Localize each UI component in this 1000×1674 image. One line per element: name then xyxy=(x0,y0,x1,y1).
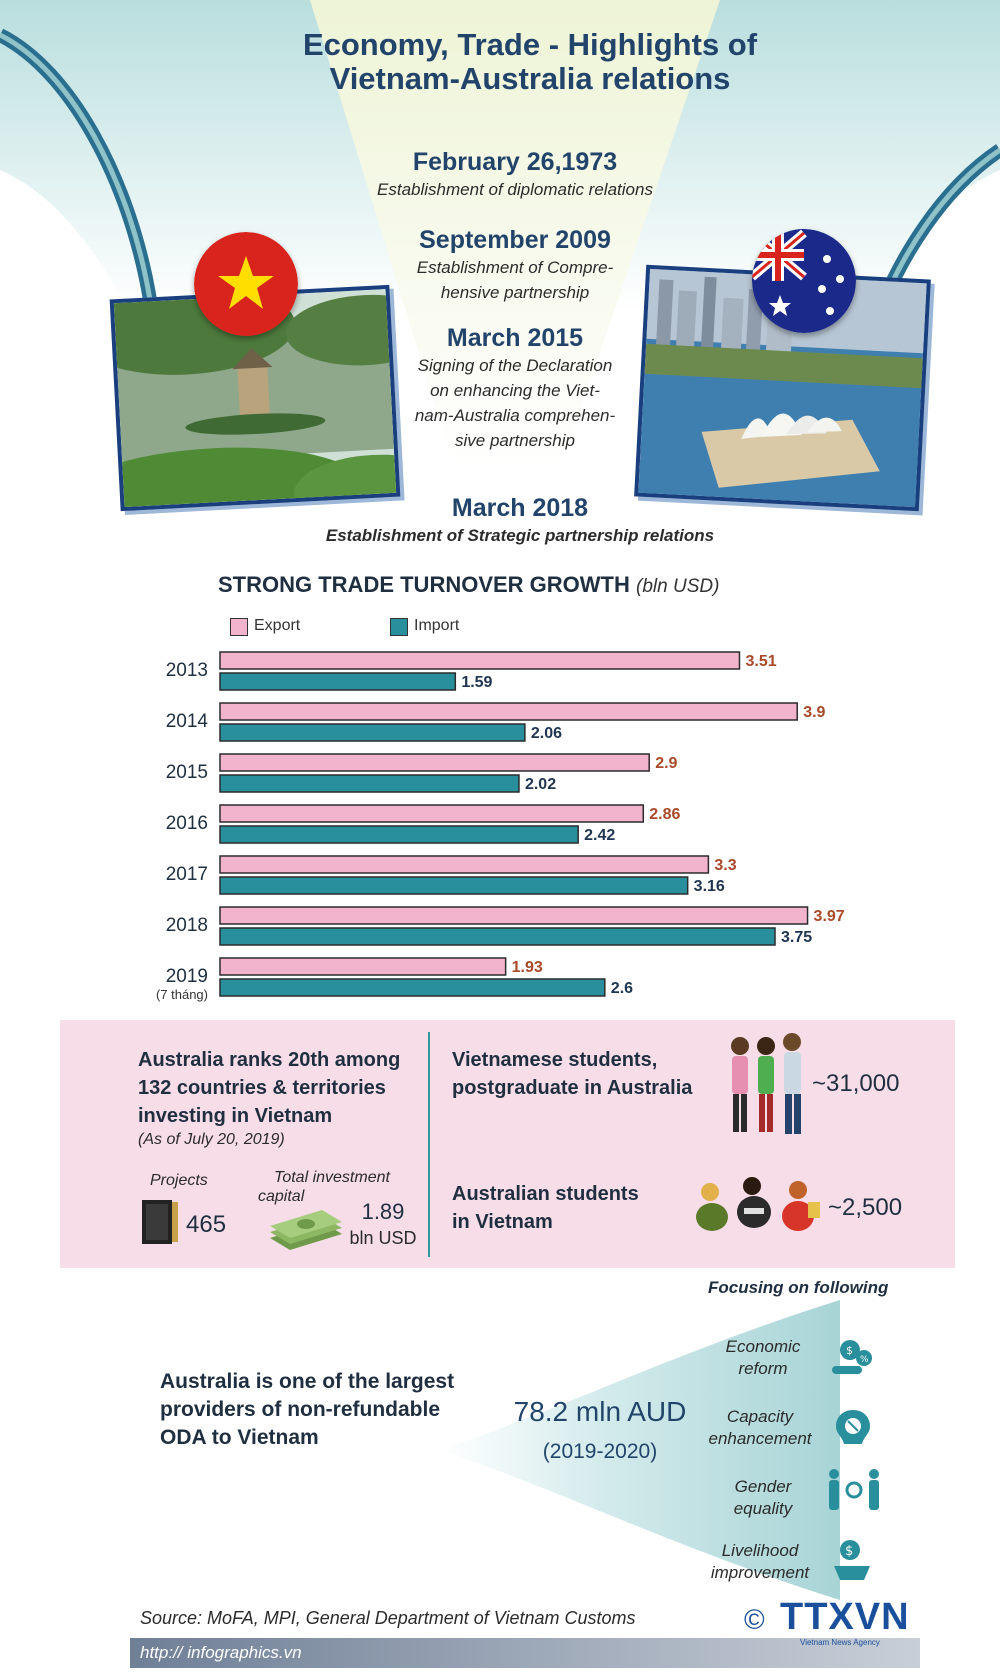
vn-students-label: Vietnamese students, postgraduate in Australia xyxy=(452,1049,693,1099)
economic-reform-icon xyxy=(828,1336,878,1386)
capital-label: Total investment capital xyxy=(258,1169,390,1205)
capital-value: 1.89 xyxy=(361,1199,405,1224)
category-label: 2015 xyxy=(165,762,208,783)
chart-title: STRONG TRADE TURNOVER GROWTH (bln USD) xyxy=(218,572,720,597)
export-value-label: 3.51 xyxy=(745,653,777,670)
copyright-icon: © xyxy=(744,1604,765,1635)
projects-icon xyxy=(140,1196,180,1248)
footer-url[interactable]: http:// infographics.vn xyxy=(140,1643,302,1662)
gender-equality-icon xyxy=(824,1466,884,1516)
oda-years: (2019-2020) xyxy=(542,1440,658,1463)
capital-unit: bln USD xyxy=(349,1228,417,1248)
export-value-label: 2.9 xyxy=(655,755,678,772)
timeline-item-2015: March 2015 Signing of the Declaration on enhancing the Viet- nam-Australia comprehen- sive partnership xyxy=(395,324,635,453)
category-label: 2017 xyxy=(165,864,208,885)
legend-import-label: Import xyxy=(414,617,460,634)
import-bar xyxy=(220,673,455,690)
chart-unit: (bln USD) xyxy=(636,576,720,597)
legend-export-label: Export xyxy=(254,617,301,634)
import-bar xyxy=(220,928,775,945)
page-title: Economy, Trade - Highlights of Vietnam-Australia relations xyxy=(302,27,758,96)
import-bar xyxy=(220,877,688,894)
export-bar xyxy=(220,856,708,873)
focus-capacity-enhancement: Capacity enhancement xyxy=(708,1407,812,1448)
source-text: Source: MoFA, MPI, General Department of Vietnam Customs xyxy=(140,1608,636,1628)
category-label: 2018 xyxy=(165,915,208,936)
vn-students-icon xyxy=(722,1032,812,1136)
export-bar xyxy=(220,652,739,669)
export-bar xyxy=(220,958,506,975)
timeline-date: February 26,1973 xyxy=(412,148,618,176)
money-icon xyxy=(266,1208,346,1252)
investment-rank-text: Australia ranks 20th among 132 countries & territories investing in Vietnam xyxy=(138,1049,401,1127)
export-value-label: 3.3 xyxy=(714,857,737,874)
import-value-label: 2.02 xyxy=(524,776,557,793)
timeline-date: March 2018 xyxy=(451,494,589,522)
vietnam-flag-icon xyxy=(194,232,298,336)
category-label: 2013 xyxy=(165,660,208,681)
investment-as-of: (As of July 20, 2019) xyxy=(138,1131,285,1148)
export-bar xyxy=(220,907,808,924)
category-label: 2016 xyxy=(165,813,208,834)
oda-amount: 78.2 mln AUD xyxy=(513,1396,687,1427)
projects-label: Projects xyxy=(150,1172,208,1189)
import-value-label: 3.16 xyxy=(693,878,725,895)
focus-title: Focusing on following xyxy=(708,1278,889,1297)
import-value-label: 2.6 xyxy=(610,980,634,997)
legend-export-swatch xyxy=(230,618,248,636)
svg-text:$: $ xyxy=(845,1544,854,1559)
export-value-label: 2.86 xyxy=(649,806,681,823)
svg-text:%: % xyxy=(860,1355,869,1365)
category-label: 2019 xyxy=(165,966,208,987)
timeline-item-2018: March 2018 Establishment of Strategic partnership relations xyxy=(280,494,760,548)
focus-gender-equality: Gender equality xyxy=(733,1477,793,1518)
timeline-date: March 2015 xyxy=(446,324,584,352)
timeline-item-1973 xyxy=(330,148,700,202)
category-note: (7 tháng) xyxy=(155,987,208,1002)
import-value-label: 3.75 xyxy=(781,929,813,946)
focus-livelihood-improvement: Livelihood improvement xyxy=(710,1541,810,1582)
import-bar xyxy=(220,826,578,843)
au-students-icon xyxy=(690,1172,825,1240)
au-students-label: Australian students in Vietnam xyxy=(452,1183,639,1233)
timeline-desc: Establishment of diplomatic relations xyxy=(377,180,653,199)
logo-subtitle: Vietnam News Agency xyxy=(800,1638,880,1647)
export-bar xyxy=(220,703,797,720)
import-value-label: 1.59 xyxy=(461,674,493,691)
import-bar xyxy=(220,775,519,792)
import-value-label: 2.42 xyxy=(584,827,616,844)
projects-value: 465 xyxy=(186,1211,227,1238)
export-value-label: 3.9 xyxy=(803,704,826,721)
timeline-date: September 2009 xyxy=(419,226,611,254)
australia-flag-icon xyxy=(752,229,856,333)
focus-economic-reform: Economic reform xyxy=(725,1337,801,1378)
import-bar xyxy=(220,979,605,996)
export-value-label: 3.97 xyxy=(813,908,845,925)
category-label: 2014 xyxy=(165,711,208,732)
import-value-label: 2.06 xyxy=(530,725,563,742)
capacity-icon xyxy=(828,1404,878,1454)
livelihood-icon xyxy=(828,1536,878,1586)
ttxvn-logo: TTXVN xyxy=(780,1596,910,1638)
export-bar xyxy=(220,754,649,771)
trade-bar-chart xyxy=(130,645,920,1005)
vn-students-value: ~31,000 xyxy=(812,1070,900,1097)
timeline-item-2009: September 2009 Establishment of Compre- hensive partnership xyxy=(380,226,650,305)
panel-divider xyxy=(428,1032,430,1257)
svg-text:$: $ xyxy=(846,1344,853,1357)
oda-description: Australia is one of the largest providers of non-refundable ODA to Vietnam xyxy=(160,1370,455,1449)
legend-import-swatch xyxy=(390,618,408,636)
export-bar xyxy=(220,805,643,822)
import-bar xyxy=(220,724,525,741)
export-value-label: 1.93 xyxy=(511,959,543,976)
au-students-value: ~2,500 xyxy=(828,1194,903,1221)
